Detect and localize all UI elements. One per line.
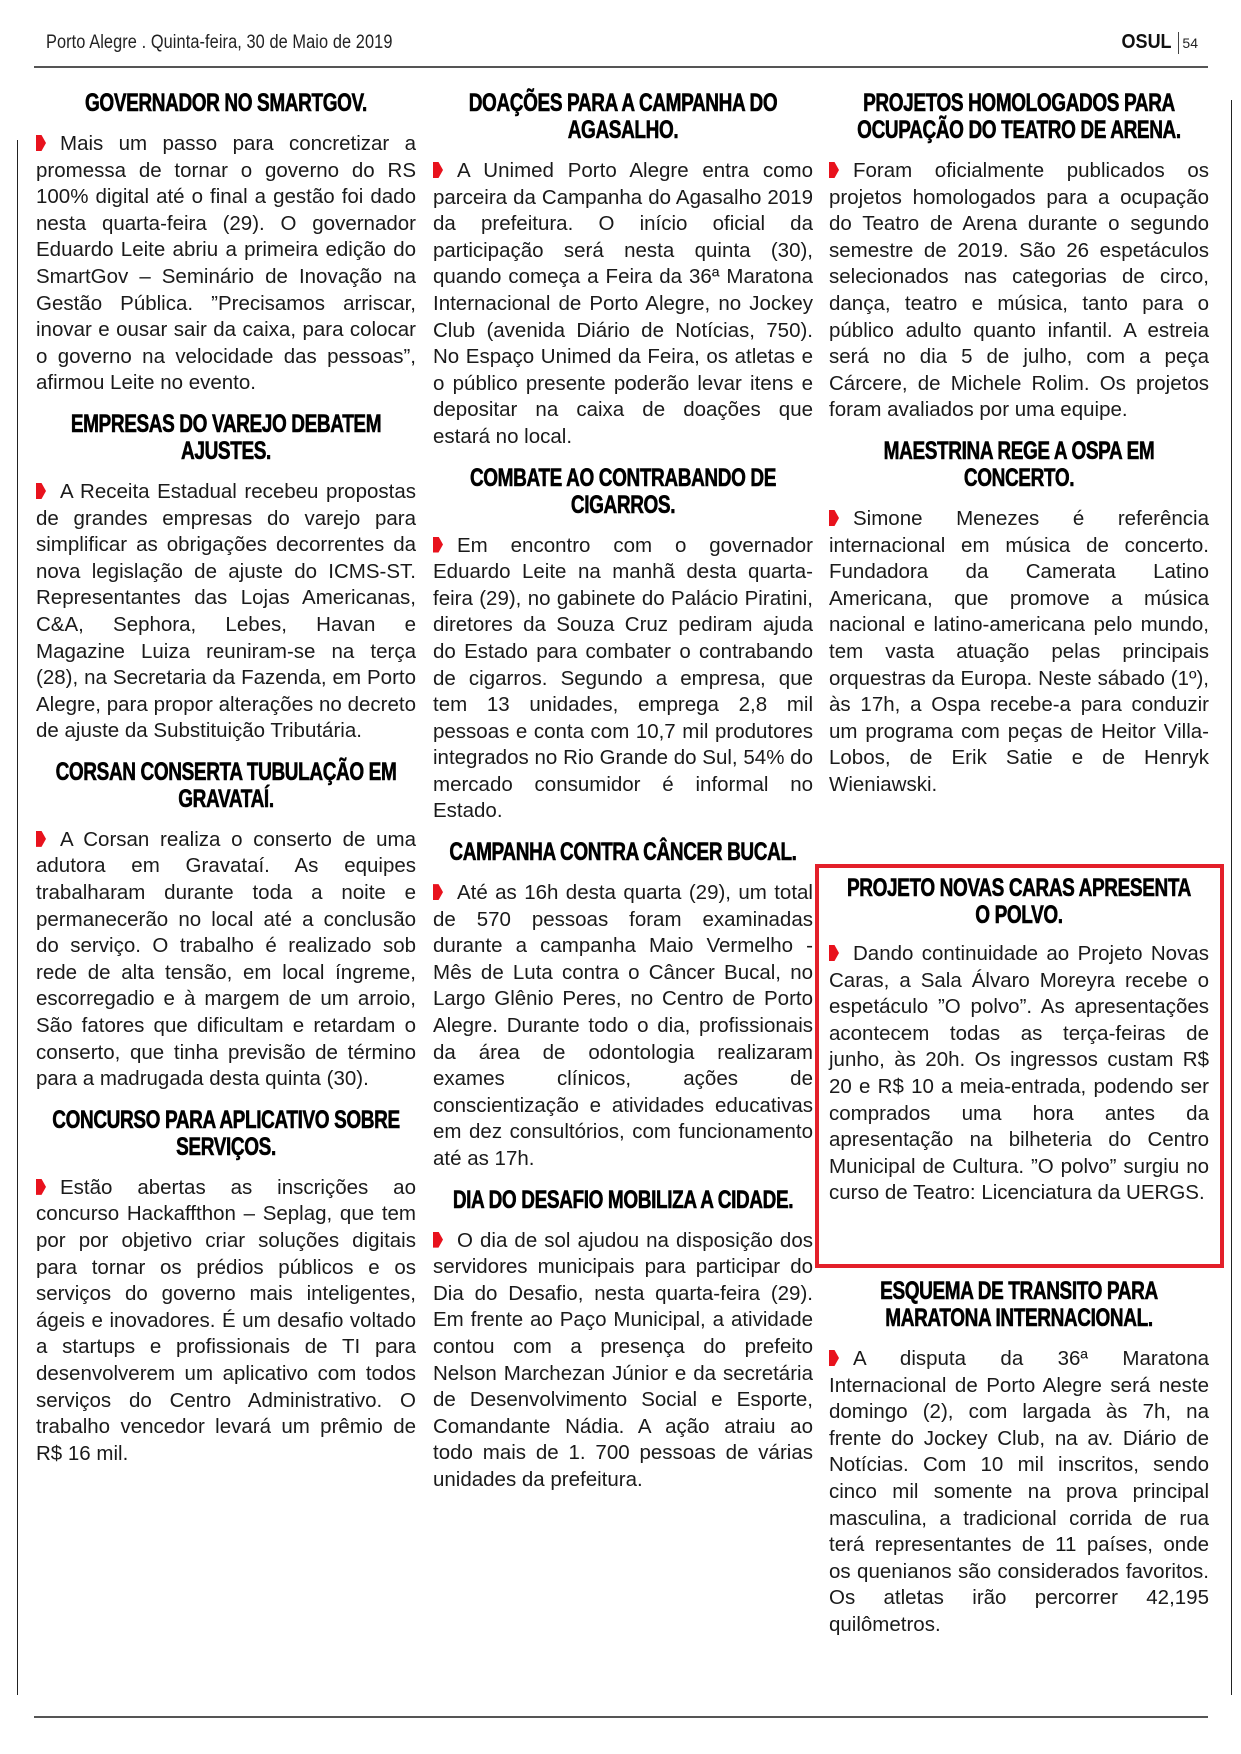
column-divider-1 — [422, 140, 423, 1695]
column-2 — [433, 90, 813, 1508]
article-body — [36, 827, 416, 1093]
article-headline: COMBATE AO CONTRABANDO DE CIGARROS. — [469, 463, 777, 519]
article-text: Dando continuidade ao Projeto Novas Caras, a Sala Álvaro Moreyra recebe o espetáculo ”O polvo”. As apresentações acontecem todas as terça-feiras de junho, às 20h. Os ingressos custam R$ 20 e R$ 10 a meia-entrada, podendo ser comprados uma hora antes da apresentação na bilheteria do Centro Municipal de Cultura. ”O polvo” surgiu no curso de Teatro: Licenciatura da UERGS. — [829, 942, 1209, 1205]
article-dia-desafio — [433, 1187, 813, 1494]
article-headline: GOVERNADOR NO SMARTGOV. — [85, 89, 367, 117]
article-cancer-bucal — [433, 839, 813, 1173]
article-text: A Unimed Porto Alegre entra como parceira da Campanha do Agasalho 2019 da prefeitura. O início oficial da participação será nesta quinta (30), quando começa a Feira da 36ª Maratona Internacional de Porto Alegre, no Jockey Club (avenida Diário de Notícias, 750). No Espaço Unimed da Feira, os atletas e o público presente poderão levar itens e depositar na caixa de doações que estará no local. — [433, 159, 813, 448]
bullet-arrow-icon — [36, 1179, 46, 1195]
article-empresas-varejo — [36, 411, 416, 745]
column-divider-right — [1231, 100, 1232, 1695]
article-text: A Corsan realiza o conserto de uma adutora em Gravataí. As equipes trabalharam durante toda a noite e permanecerão no local até a conclusão do serviço. O trabalho é realizado sob rede de alta tensão, em local íngreme, escorregadio e à margem de um arroio, São fatores que dificultam e retardam o conserto, que tinha previsão de término para a madrugada desta quinta (30). — [36, 827, 416, 1091]
column-1 — [36, 90, 416, 1481]
bullet-arrow-icon — [433, 537, 443, 553]
article-text: Foram oficialmente publicados os projetos homologados para a ocupação do Teatro de Arena durante o segundo semestre de 2019. São 26 espetáculos selecionados nas categorias de circo, dança, teatro e música, tanto para o público adulto quanto infantil. A estreia será no dia 5 de julho, com a peça Cárcere, de Michele Rolim. Os projetos foram avaliados por uma equipe. — [829, 159, 1209, 422]
header-separator — [1178, 32, 1179, 54]
bullet-arrow-icon — [829, 1350, 839, 1366]
article-text: Em encontro com o governador Eduardo Leite na manhã desta quarta-feira (29), no gabinete do Palácio Piratini, diretores da Souza Cruz pediram ajuda do Estado para combater o contrabando de cigarros. Segundo a empresa, que tem 13 unidades, emprega 2,8 mil pessoas e conta com 10,7 mil produtores integrados no Rio Grande do Sul, 54% do mercado consumidor é informal no Estado. — [433, 533, 813, 823]
bottom-rule — [34, 1716, 1208, 1718]
article-body — [829, 506, 1209, 799]
column-3 — [829, 90, 1209, 812]
article-body — [829, 1346, 1209, 1639]
article-body — [433, 533, 813, 826]
article-body — [36, 131, 416, 397]
article-governador-smartgov — [36, 90, 416, 397]
article-headline: CONCURSO PARA APLICATIVO SOBRE SERVIÇOS. — [52, 1105, 400, 1161]
bullet-arrow-icon — [433, 1232, 443, 1248]
article-maestrina-ospa — [829, 438, 1209, 799]
column-divider-left — [17, 140, 18, 1695]
article-headline: PROJETOS HOMOLOGADOS PARA OCUPAÇÃO DO TEATRO DE ARENA. — [857, 89, 1181, 144]
article-text: O dia de sol ajudou na disposição dos servidores municipais para participar do Dia do Desafio, nesta quarta-feira (29). Em frente ao Paço Municipal, a atividade contou com a presença do prefeito Nelson Marchezan Júnior e da secretária de Desenvolvimento Social e Esporte, Comandante Nádia. A ação atraiu ao todo mais de 1. 700 pessoas de várias unidades da prefeitura. — [433, 1228, 813, 1491]
article-headline: MAESTRINA REGE A OSPA EM CONCERTO. — [883, 436, 1155, 492]
article-headline: PROJETO NOVAS CARAS APRESENTA O POLVO. — [846, 874, 1192, 929]
article-headline: ESQUEMA DE TRANSITO PARA MARATONA INTERNACIONAL. — [880, 1277, 1158, 1332]
article-headline: EMPRESAS DO VAREJO DEBATEM AJUSTES. — [70, 409, 382, 465]
article-body — [433, 880, 813, 1173]
bullet-arrow-icon — [433, 884, 443, 900]
article-corsan — [36, 759, 416, 1093]
bullet-arrow-icon — [829, 162, 839, 178]
article-concurso-aplicativo — [36, 1107, 416, 1468]
page-header — [46, 30, 1198, 56]
article-text: A Receita Estadual recebeu propostas de grandes empresas do varejo para simplificar as obrigações decorrentes da nova legislação de ajuste do ICMS-ST. Representantes das Lojas Americanas, C&A, Sephora, Lebes, Havan e Magazine Luiza reuniram-se na terça (28), na Secretaria da Fazenda, em Porto Alegre, para propor alterações no decreto de ajuste da Substituição Tributária. — [36, 479, 416, 743]
bullet-arrow-icon — [36, 135, 46, 151]
bullet-arrow-icon — [36, 483, 46, 499]
article-text: Mais um passo para concretizar a promessa de tornar o governo do RS 100% digital até o final a gestão foi dado nesta quarta-feira (29). O governador Eduardo Leite abriu a primeira edição do SmartGov – Seminário de Inovação na Gestão Pública. ”Precisamos arriscar, inovar e ousar sair da caixa, para colocar o governo na velocidade das pessoas”, afirmou Leite no evento. — [36, 132, 416, 395]
article-body — [829, 941, 1209, 1207]
page-number: 54 — [1182, 35, 1198, 51]
article-body — [433, 1228, 813, 1494]
article-headline: CORSAN CONSERTA TUBULAÇÃO EM GRAVATAÍ. — [55, 757, 397, 813]
article-body — [36, 479, 416, 745]
top-rule — [34, 66, 1208, 68]
article-esquema-transito — [829, 1278, 1209, 1653]
newspaper-brand: OSUL — [1121, 31, 1172, 53]
article-teatro-arena — [829, 90, 1209, 424]
bullet-arrow-icon — [433, 162, 443, 178]
date-line: Porto Alegre . Quinta-feira, 30 de Maio de 2019 — [46, 32, 393, 53]
article-headline: DIA DO DESAFIO MOBILIZA A CIDADE. — [452, 1185, 794, 1214]
article-body — [433, 158, 813, 451]
article-text: A disputa da 36ª Maratona Internacional de Porto Alegre será neste domingo (2), com largada às 7h, na frente do Jockey Club, na av. Diário de Notícias. Com 10 mil inscritos, sendo cinco mil somente na prova principal masculina, a tradicional corrida de rua terá representantes de 11 países, onde os quenianos são considerados favoritos. Os atletas irão percorrer 42,195 quilômetros. — [829, 1347, 1209, 1636]
article-novas-caras — [829, 875, 1209, 1221]
article-contrabando-cigarros — [433, 465, 813, 826]
article-text: Estão abertas as inscrições ao concurso Hackaffthon – Seplag, que tem por por objetivo criar soluções digitais para tornar os prédios públicos e os serviços do governo mais inteligentes, ágeis e inovadores. É um desafio voltado a startups e profissionais de TI para desenvolverem um aplicativo com todos serviços do Centro Administrativo. O trabalho vencedor levará um prêmio de R$ 16 mil. — [36, 1175, 416, 1465]
article-body — [829, 158, 1209, 424]
article-text: Simone Menezes é referência internacional em música de concerto. Fundadora da Camerata Latino Americana, que promove a música nacional e latino-americana pelo mundo, tem vasta atuação pelas principais orquestras da Europa. Neste sábado (1º), às 17h, a Ospa recebe-a para conduzir um programa com peças de Heitor Villa-Lobos, de Erik Satie e de Henryk Wieniawski. — [829, 506, 1209, 796]
bullet-arrow-icon — [36, 831, 46, 847]
bullet-arrow-icon — [829, 945, 839, 961]
article-text: Até as 16h desta quarta (29), um total de 570 pessoas foram examinadas durante a campanha Maio Vermelho - Mês de Luta contra o Câncer Bucal, no Largo Glênio Peres, no Centro de Porto Alegre. Durante todo o dia, profissionais da área de odontologia realizaram exames clínicos, ações de conscientização e atividades educativas em dez consultórios, com funcionamento até as 17h. — [433, 881, 813, 1170]
bullet-arrow-icon — [829, 510, 839, 526]
article-body — [36, 1175, 416, 1468]
article-campanha-agasalho — [433, 90, 813, 451]
article-headline: DOAÇÕES PARA A CAMPANHA DO AGASALHO. — [468, 89, 778, 144]
article-headline: CAMPANHA CONTRA CÂNCER BUCAL. — [449, 838, 797, 867]
